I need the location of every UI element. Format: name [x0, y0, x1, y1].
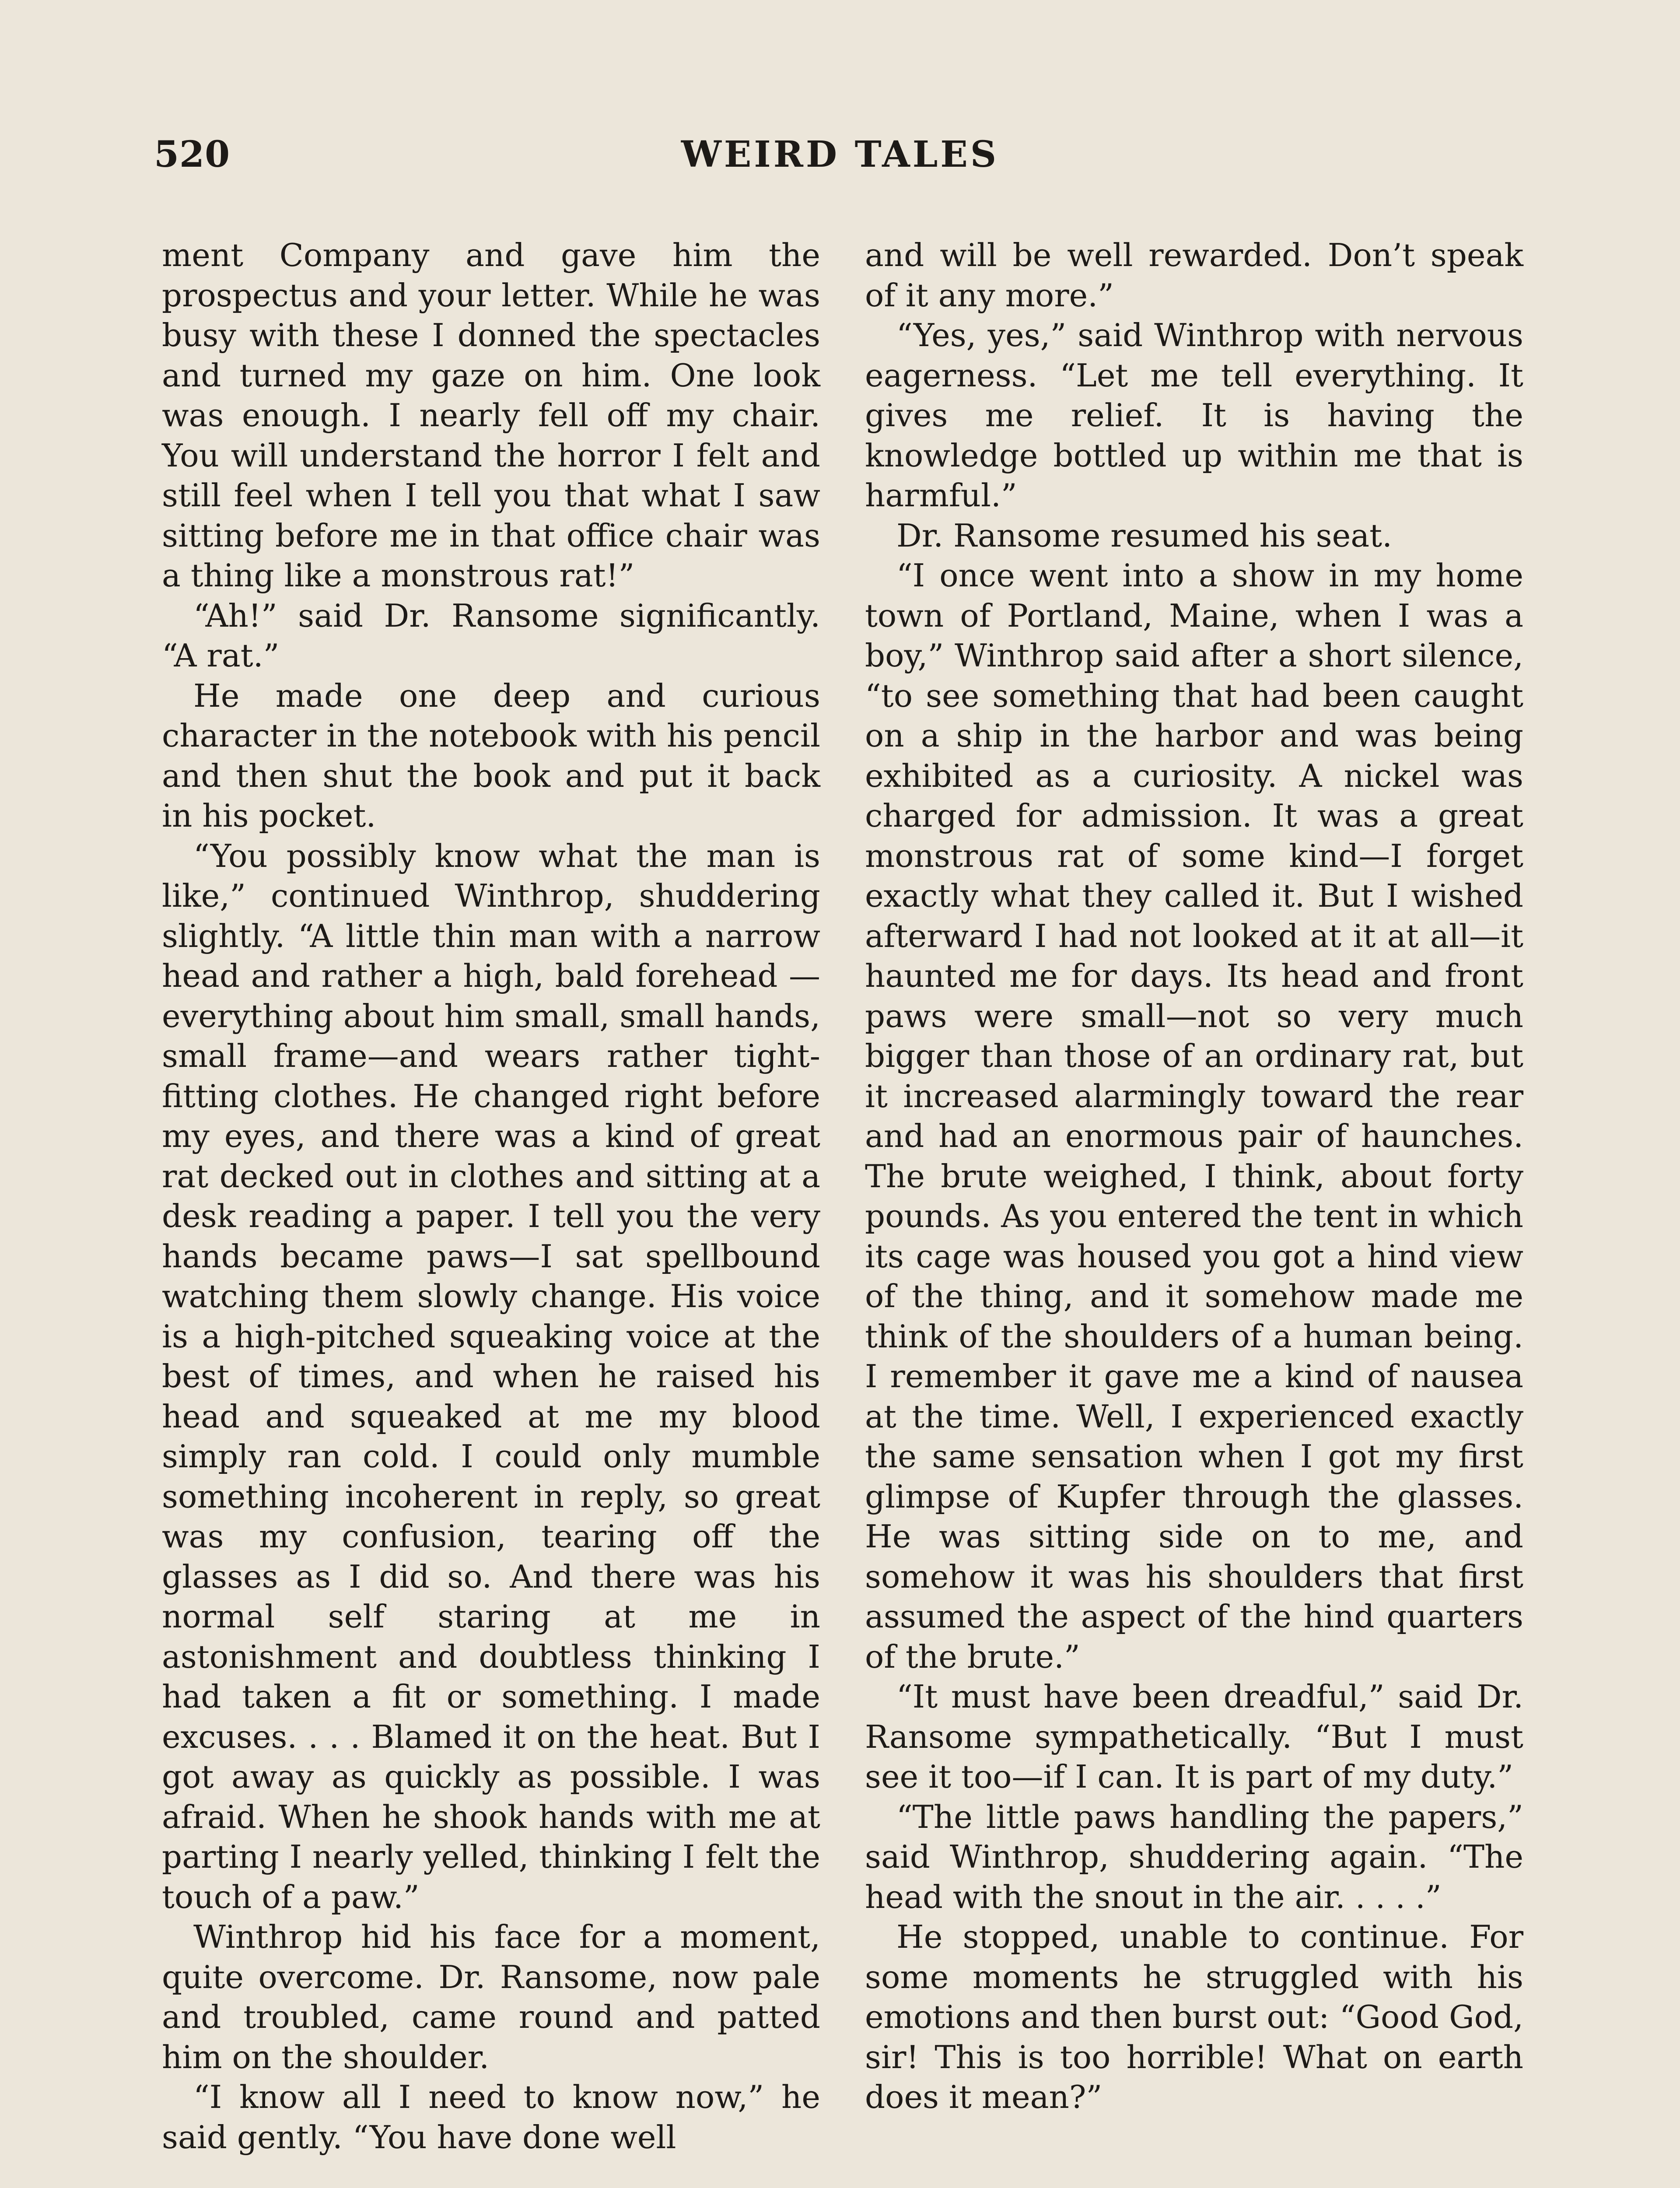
paragraph: “The little paws handling the papers,” said Winthrop, shuddering again. “The head with the snout in the air. . . . .”	[865, 1798, 1523, 1915]
paragraph: ment Company and gave him the prospectus and your letter. While he was busy with these I donned the spectacles and turned my gaze on him. One look was enough. I nearly fell off my chair. You will understand the horror I felt and still feel when I tell you that what I saw sitting before me in that office chair was a thing like a monstrous rat!”	[162, 237, 820, 594]
paragraph: and will be well rewarded. Don’t speak of it any more.”	[865, 237, 1523, 314]
paragraph: “I know all I need to know now,” he said gently. “You have done well	[162, 2079, 820, 2156]
paragraph: Winthrop hid his face for a moment, quite overcome. Dr. Ransome, now pale and troubled, came round and patted him on the shoulder.	[162, 1918, 820, 2076]
running-head: WEIRD TALES	[681, 133, 999, 175]
paragraph: “Ah!” said Dr. Ransome significantly. “A rat.”	[162, 597, 820, 674]
paragraph: He stopped, unable to continue. For some moments he struggled with his emotions and then burst out: “Good God, sir! This is too horrible! What on earth does it mean?”	[865, 1918, 1523, 2115]
paragraph: He made one deep and curious character in the notebook with his pencil and then shut the book and put it back in his pocket.	[162, 677, 820, 834]
page-number: 520	[154, 133, 231, 175]
right-column	[865, 235, 1523, 2118]
paragraph: Dr. Ransome resumed his seat.	[896, 517, 1392, 554]
paragraph: “You possibly know what the man is like,” continued Winthrop, shuddering slightly. “A little thin man with a narrow head and rather a high, bald forehead — everything about him small, small hands, small frame—and wears rather tight-fitting clothes. He changed right before my eyes, and there was a kind of great rat decked out in clothes and sitting at a desk reading a paper. I tell you the very hands became paws—I sat spellbound watching them slowly change. His voice is a high-pitched squeaking voice at the best of times, and when he raised his head and squeaked at me my blood simply ran cold. I could only mumble something incoherent in reply, so great was my confusion, tearing off the glasses as I did so. And there was his normal self staring at me in astonishment and doubtless thinking I had taken a fit or something. I made excuses. . . . Blamed it on the heat. But I got away as quickly as possible. I was afraid. When he shook hands with me at parting I nearly yelled, thinking I felt the touch of a paw.”	[162, 837, 820, 1915]
paragraph: “I once went into a show in my home town of Portland, Maine, when I was a boy,” Winthrop said after a short silence, “to see something that had been caught on a ship in the harbor and was being exhibited as a curiosity. A nickel was charged for admission. It was a great monstrous rat of some kind—I forget exactly what they called it. But I wished afterward I had not looked at it at all—it haunted me for days. Its head and front paws were small—not so very much bigger than those of an ordinary rat, but it increased alarmingly toward the rear and had an enormous pair of haunches. The brute weighed, I think, about forty pounds. As you entered the tent in which its cage was housed you got a hind view of the thing, and it somehow made me think of the shoulders of a human being. I remember it gave me a kind of nausea at the time. Well, I experienced exactly the same sensation when I got my first glimpse of Kupfer through the glasses. He was sitting side on to me, and somehow it was his shoulders that first assumed the aspect of the hind quarters of the brute.”	[865, 557, 1523, 1675]
paragraph: “Yes, yes,” said Winthrop with nervous eagerness. “Let me tell everything. It gives me relief. It is having the knowledge bottled up within me that is harmful.”	[865, 317, 1523, 514]
paragraph: “It must have been dreadful,” said Dr. Ransome sympathetically. “But I must see it too—if I can. It is part of my duty.”	[865, 1678, 1523, 1795]
left-column	[162, 235, 820, 2157]
